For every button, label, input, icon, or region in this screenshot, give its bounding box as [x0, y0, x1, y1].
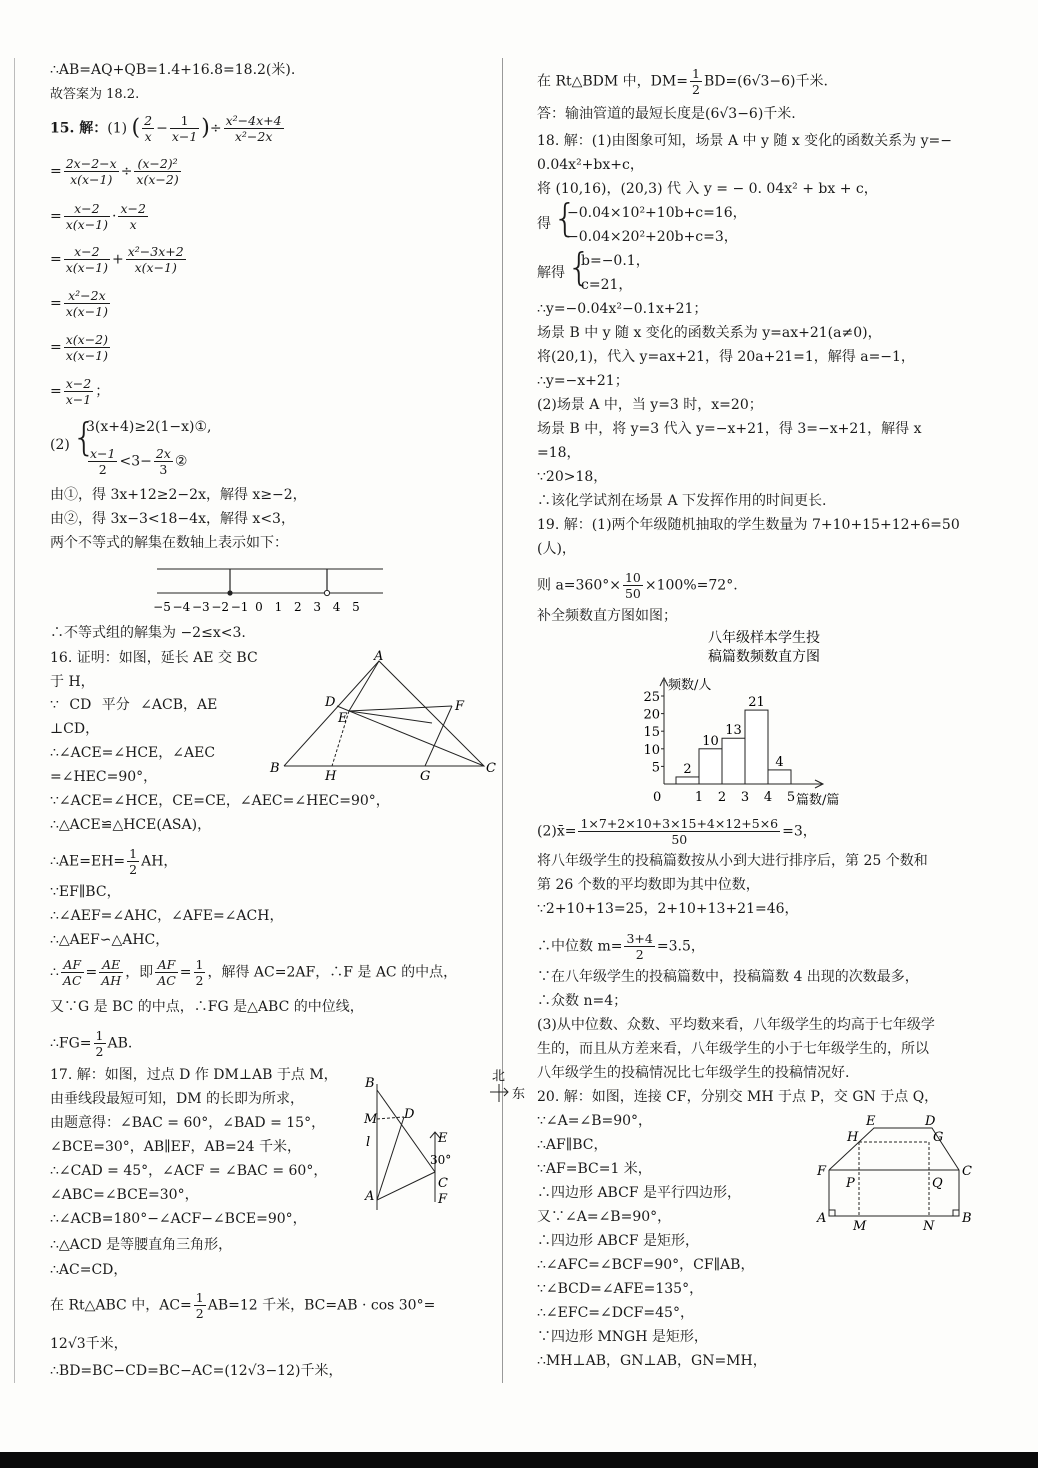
x-tick-label: 3: [740, 790, 750, 805]
bar-value-label: 4: [775, 754, 784, 770]
bar-value-label: 13: [725, 723, 742, 739]
fig-label: E: [338, 711, 348, 726]
histogram-bar: [676, 777, 699, 784]
q15-step-3: = $\frac{x-2}{x(x-1)}$ + $\frac{\text{x²−3x+2}}{x(x-1)}$: [50, 244, 184, 275]
text-line: (2)场景 A 中，当 y=3 时，x=20；: [537, 397, 763, 413]
y-tick-label: 25: [643, 690, 660, 705]
text-line: 得: [537, 216, 551, 232]
text-line: ∴众数 n=4；: [537, 993, 628, 1009]
number-line-tick-label: 4: [332, 600, 341, 614]
q15-step-2: = $\frac{x-2}{x(x-1)}$ · $\frac{x-2}{x}$: [50, 201, 146, 232]
text-line: 将(20,1)，代入 y=ax+21，得 20a+21=1，解得 a=−1，: [537, 349, 915, 365]
text-line: 两个不等式的解集在数轴上表示如下：: [50, 535, 288, 551]
text-line: c=21，: [581, 277, 633, 293]
number-line-tick-label: 3: [313, 600, 322, 614]
text-line: ∴y=−x+21；: [537, 373, 629, 389]
text-line: −0.04×20²+20b+c=3，: [567, 229, 738, 245]
number-line-tick-label: 2: [293, 600, 302, 614]
number-line-figure: [150, 555, 390, 617]
text-line: ∴四边形 ABCF 是平行四边形，: [537, 1185, 741, 1201]
frequency-histogram: [632, 626, 892, 810]
text-line: 八年级学生的投稿情况比七年级学生的投稿情况好.: [537, 1065, 850, 1081]
q16-line-13: ∴ $\frac{AF}{AC}$ = $\frac{AE}{AH}$ ，即 $\frac{AF}{AC}$ = $\frac{1}{2}$ ，解得 AC=2AF，∴F 是 AC 的中点，: [50, 957, 458, 988]
x-tick-label: 4: [763, 790, 773, 805]
q16-line-1: 16. 证明：如图，延长 AE 交 BC: [50, 650, 258, 666]
number-line-tick-label: −4: [172, 600, 191, 614]
q15-part2-label: (2): [50, 437, 70, 453]
text-line: ∵20>18，: [537, 469, 608, 485]
text-line: ⊥CD，: [50, 721, 100, 737]
fig-label: C: [486, 761, 496, 776]
text-line: ∵四边形 MNGH 是矩形，: [537, 1329, 708, 1345]
fig-label: H: [847, 1130, 859, 1145]
text-line: ∴该化学试剂在场景 A 下发挥作用的时间更长.: [537, 493, 827, 509]
text-line: 将 (10,16)，(20,3) 代 入 y = − 0. 04x² + bx + c，: [537, 181, 878, 197]
fig-label: N: [923, 1219, 935, 1234]
text-line: ∴不等式组的解集为 −2≤x<3.: [50, 625, 246, 641]
histogram-bar: [745, 710, 768, 784]
text-line: ∵ CD 平分 ∠ACB，AE: [50, 697, 218, 713]
text-line: ∴∠ACB=180°−∠ACF−∠BCE=90°，: [50, 1211, 307, 1227]
text-line: ∴AB=AQ+QB=1.4+16.8=18.2(米).: [50, 62, 296, 78]
q16-line-15: ∴FG= $\frac{1}{2}$ AB.: [50, 1028, 133, 1059]
chart-title-line-1: 八年级样本学生投: [708, 630, 820, 646]
fig-label: G: [420, 769, 431, 784]
fig-label: Q: [932, 1176, 943, 1191]
fig-label: A: [817, 1211, 827, 1226]
brace-icon: {: [567, 245, 592, 289]
text-line: ∠ABC=∠BCE=30°，: [50, 1187, 199, 1203]
chart-title-line-2: 稿篇数频数直方图: [708, 649, 820, 665]
number-line-tick-label: 1: [274, 600, 283, 614]
text-line: =18，: [537, 445, 581, 461]
fig-angle-label: 30°: [430, 1153, 452, 1167]
text-line: 又∵G 是 BC 的中点，∴FG 是△ABC 的中位线，: [50, 999, 364, 1015]
text-line: 0.04x²+bx+c，: [537, 157, 644, 173]
text-line: 生的，而且从方差来看，八年级学生的小于七年级学生的，所以: [537, 1041, 929, 1057]
text-line: ∴△AEF∽△AHC，: [50, 932, 170, 948]
text-line: ∠BCE=30°，AB∥EF，AB=24 千米，: [50, 1139, 301, 1155]
fig-label: G: [933, 1130, 944, 1145]
text-line: ∵∠A=∠B=90°，: [537, 1113, 653, 1129]
text-line: ∴∠AEF=∠AHC，∠AFE=∠ACH，: [50, 908, 284, 924]
fig-label: B: [962, 1211, 972, 1226]
north-label: 北: [492, 1069, 506, 1084]
text-line: 解得: [537, 265, 565, 281]
number-line-tick-label: 5: [352, 600, 360, 614]
text-line: =∠HEC=90°，: [50, 769, 158, 785]
number-line-tick-label: 0: [255, 600, 263, 614]
text-line: ∴∠ACE=∠HCE，∠AEC: [50, 745, 216, 761]
histogram-bar: [699, 749, 722, 784]
text-line: 12√3千米，: [50, 1336, 128, 1352]
q16-line-9: ∴AE=EH= $\frac{1}{2}$ AH，: [50, 846, 178, 877]
text-line: ∴∠CAD = 45°，∠ACF = ∠BAC = 60°，: [50, 1163, 328, 1179]
brace-icon: {: [72, 415, 97, 459]
number-line-tick-label: −2: [211, 600, 230, 614]
q15-step-4: = $\frac{\text{x²−2x}}{x(x-1)}$: [50, 288, 109, 319]
text-line: ∵在八年级学生的投稿篇数中，投稿篇数 4 出现的次数最多，: [537, 969, 919, 985]
fig-label: M: [364, 1112, 378, 1127]
q16-triangle-figure: [262, 648, 494, 784]
text-line: (3)从中位数、众数、平均数来看，八年级学生的均高于七年级学: [537, 1017, 935, 1033]
text-line: ∴BD=BC−CD=BC−AC=(12√3−12)千米，: [50, 1363, 343, 1379]
fig-label: B: [270, 761, 280, 776]
bar-value-label: 21: [748, 695, 765, 711]
fig-label: l: [366, 1135, 371, 1150]
text-line: ∴AC=CD，: [50, 1262, 128, 1278]
x-tick-label: 5: [786, 790, 796, 805]
right-top-line-1: 在 Rt△BDM 中，DM= $\frac{1}{2}$ BD=(6√3−6)千米.: [537, 66, 828, 97]
text-line: 故答案为 18.2.: [50, 87, 140, 102]
text-line: 由①，得 3x+12≥2−2x，解得 x≥−2，: [50, 487, 307, 503]
text-line: 由②，得 3x−3<18−4x，解得 x<3，: [50, 511, 295, 527]
q19-line-9: ∴中位数 m= $\frac{3+4}{2}$ =3.5，: [537, 931, 705, 962]
q17-line-10: 在 Rt△ABC 中，AC= $\frac{1}{2}$ AB=12 千米，BC=AB · cos 30°=: [50, 1290, 436, 1321]
fig-label: B: [365, 1076, 375, 1091]
text-line: 于 H，: [50, 674, 95, 690]
brace-icon: {: [553, 196, 578, 240]
q19-line-1: 19. 解：(1)两个年级随机抽取的学生数量为 7+10+15+12+6=50: [537, 517, 960, 533]
number-line-tick-label: −3: [191, 600, 210, 614]
y-tick-label: 10: [643, 742, 660, 758]
q15-ineq-2: $\frac{x-1}{2}$ <3− $\frac{2x}{3}$ ②: [90, 446, 188, 477]
fig-label: D: [325, 695, 336, 710]
left-margin-rule: [14, 58, 15, 1383]
fig-label: F: [817, 1164, 827, 1179]
bar-value-label: 10: [702, 733, 719, 749]
q15-line-1: 15. 解：(1) ( $\frac{2}{x}$ − $\frac{1}{x-1}$ )÷ $\frac{\text{x²−4x+4}}{\text{x²−2x}}$: [50, 113, 282, 144]
text-line: ∴△ACD 是等腰直角三角形，: [50, 1237, 233, 1253]
fig-label: C: [962, 1164, 972, 1179]
histogram-bar: [722, 738, 745, 784]
fig-label: E: [438, 1131, 448, 1146]
fig-label: M: [853, 1219, 867, 1234]
scan-bottom-edge: [0, 1452, 1038, 1468]
fig-label: F: [455, 699, 465, 714]
text-line: ∵∠BCD=∠AFE=135°，: [537, 1281, 704, 1297]
text-line: ∵AF=BC=1 米，: [537, 1161, 652, 1177]
fig-label: F: [438, 1192, 448, 1207]
text-line: ∴y=−0.04x²−0.1x+21；: [537, 301, 708, 317]
histogram-bar: [768, 770, 791, 784]
text-line: 由题意得：∠BAC = 60°，∠BAD = 15°，: [50, 1115, 326, 1131]
text-line: 又∵∠A=∠B=90°，: [537, 1209, 672, 1225]
text-line: −0.04×10²+10b+c=16，: [567, 205, 747, 221]
q15-step-5: = $\frac{x(x-2)}{x(x-1)}$: [50, 332, 109, 363]
text-line: ∵∠ACE=∠HCE，CE=CE，∠AEC=∠HEC=90°，: [50, 793, 390, 809]
q15-step-6: = $\frac{x-2}{x-1}$ ；: [50, 376, 110, 407]
east-label: 东: [512, 1087, 526, 1102]
q17-line-1: 17. 解：如图，过点 D 作 DM⊥AB 于点 M，: [50, 1067, 338, 1083]
text-line: ∴∠EFC=∠DCF=45°，: [537, 1305, 694, 1321]
text-line: ∵EF∥BC，: [50, 884, 121, 900]
open-endpoint-icon: [324, 590, 329, 595]
y-tick-label: 20: [643, 707, 660, 723]
fig-label: E: [866, 1114, 876, 1129]
q19-line-5: (2)x̄= $\frac{1\times 7+2\times 10+3\times 15+4\times 12+5\times 6}{50}$ =3，: [537, 816, 817, 847]
text-line: ∴四边形 ABCF 是矩形，: [537, 1233, 699, 1249]
text-line: b=−0.1，: [581, 253, 650, 269]
text-line: 将八年级学生的投稿篇数按从小到大进行排序后，第 25 个数和: [537, 853, 928, 869]
fig-label: C: [438, 1176, 448, 1191]
fig-label: D: [925, 1114, 936, 1129]
text-line: 答：输油管道的最短长度是(6√3−6)千米.: [537, 106, 796, 122]
fig-label: A: [365, 1189, 375, 1204]
x-tick-label: 2: [717, 790, 727, 805]
text-line: ∴△ACE≌△HCE(ASA)，: [50, 817, 212, 833]
q15-ineq-1: 3(x+4)≥2(1−x)①,: [86, 419, 212, 435]
y-tick-label: 15: [643, 725, 660, 741]
column-divider: [502, 58, 503, 1383]
fig-label: P: [846, 1176, 855, 1191]
q15-step-1: = $\frac{2x-2-x}{x(x-1)}$ ÷ $\frac{\text{(x−2)²}}{x(x-2)}$: [50, 156, 179, 187]
text-line: 场景 B 中 y 随 x 变化的函数关系为 y=ax+21(a≠0)，: [537, 325, 882, 341]
q20-line-1: 20. 解：如图，连接 CF，分别交 MH 于点 P，交 GN 于点 Q，: [537, 1089, 939, 1105]
text-line: ∴AF∥BC，: [537, 1137, 608, 1153]
fig-label: A: [374, 649, 384, 664]
text-line: ∵2+10+13=25，2+10+13+21=46，: [537, 901, 799, 917]
number-line-tick-label: −5: [153, 600, 171, 614]
q20-trapezoid-figure: [809, 1108, 979, 1234]
x-tick-label: 1: [694, 790, 704, 805]
y-axis-label: 频数/人: [668, 678, 712, 693]
text-line: 第 26 个数的平均数即为其中位数，: [537, 877, 760, 893]
origin-label: 0: [653, 790, 662, 805]
text-line: ∴MH⊥AB，GN⊥AB，GN=MH，: [537, 1353, 767, 1369]
y-tick-label: 5: [651, 760, 660, 776]
closed-endpoint-icon: [227, 590, 232, 595]
bar-value-label: 2: [683, 761, 692, 777]
text-line: 由垂线段最短可知，DM 的长即为所求，: [50, 1091, 305, 1107]
number-line-tick-label: −1: [230, 600, 249, 614]
fig-label: H: [325, 769, 337, 784]
text-line: (人)，: [537, 541, 576, 557]
q18-line-1: 18. 解：(1)由图象可知，场景 A 中 y 随 x 变化的函数关系为 y=−: [537, 133, 952, 149]
fig-label: D: [404, 1107, 415, 1122]
x-axis-label: 篇数/篇: [796, 793, 840, 808]
q17-direction-figure: [360, 1062, 526, 1212]
text-line: 场景 B 中，将 y=3 代入 y=−x+21，得 3=−x+21，解得 x: [537, 421, 922, 437]
q19-line-3: 则 a=360°× $\frac{10}{50}$ ×100%=72°.: [537, 570, 738, 601]
text-line: ∴∠AFC=∠BCF=90°，CF∥AB，: [537, 1257, 755, 1273]
text-line: 补全频数直方图如图；: [537, 608, 677, 624]
